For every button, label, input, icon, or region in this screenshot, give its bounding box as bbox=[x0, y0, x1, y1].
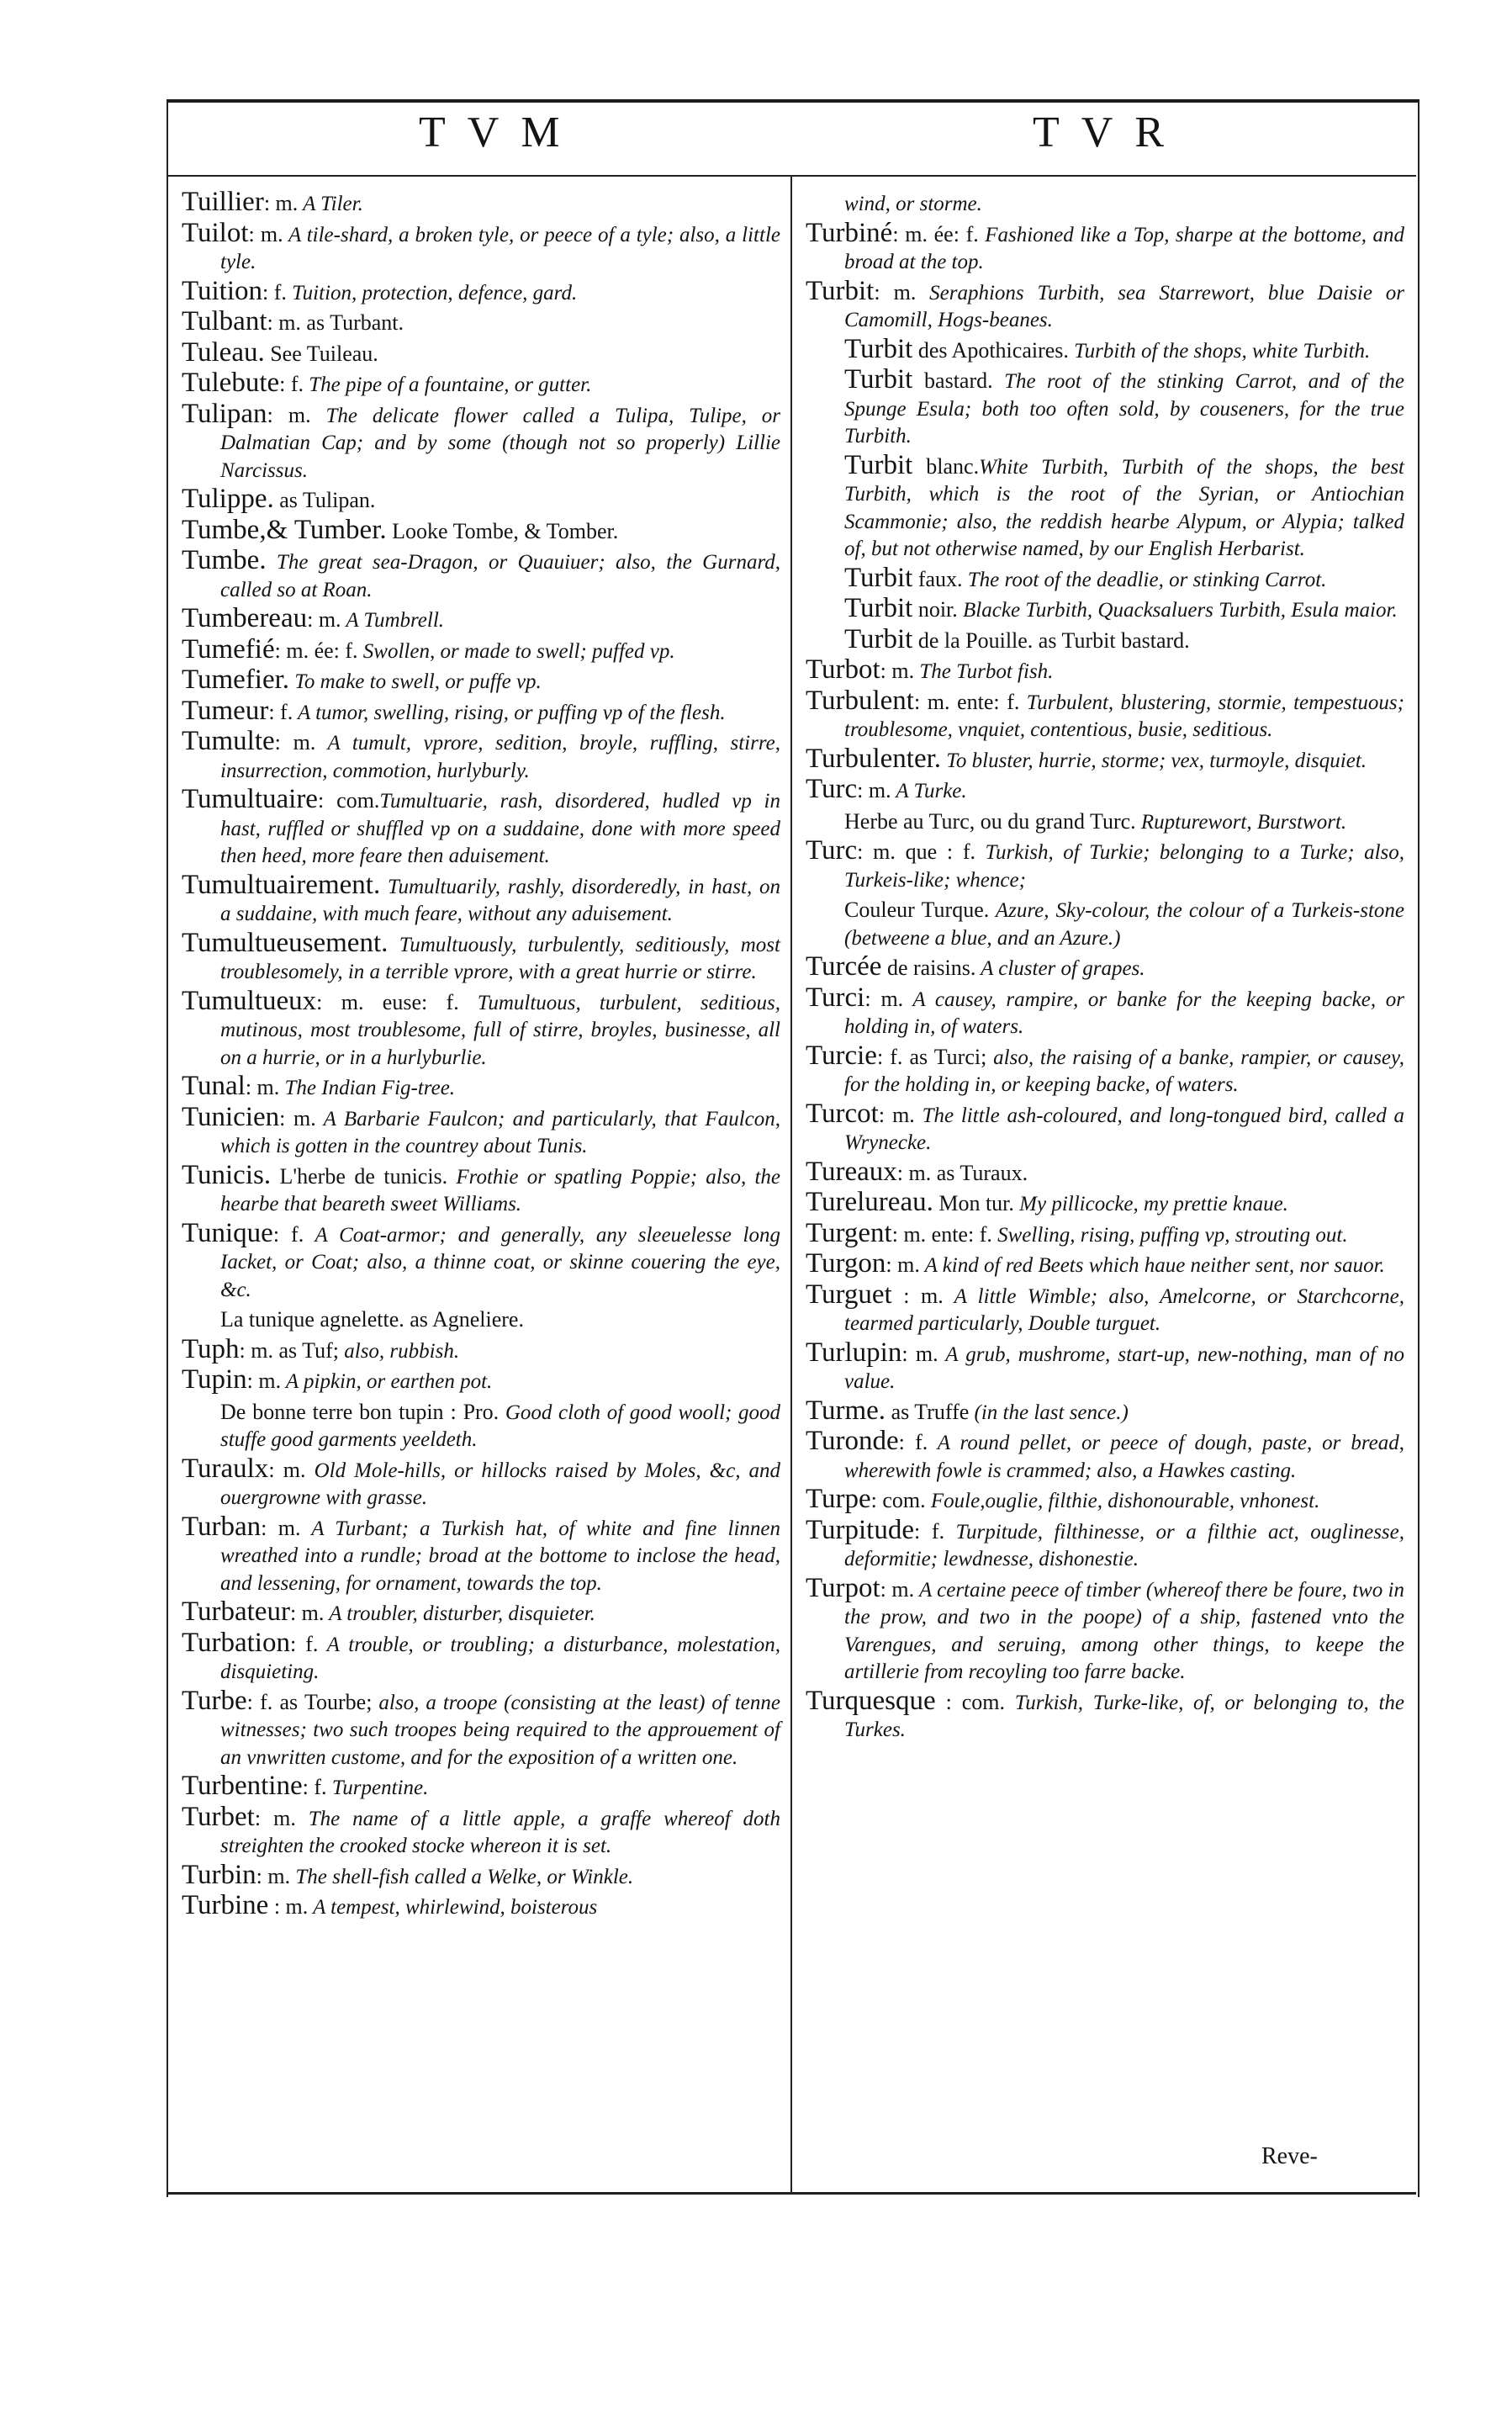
entry-grammar: : m. bbox=[307, 607, 341, 632]
entry-definition: Turpitude, filthinesse, or a filthie act, ouglinesse, deformitie; lewdnesse, dishonestie. bbox=[844, 1520, 1404, 1570]
dictionary-entry bbox=[806, 1189, 1404, 1219]
dictionary-entry bbox=[806, 984, 1404, 1041]
entry-headword: Tunicis. bbox=[182, 1159, 272, 1190]
entry-definition: A tumor, swelling, rising, or puffing vp of the flesh. bbox=[293, 701, 726, 724]
entry-headword: Turci bbox=[806, 982, 865, 1013]
entry-definition: A Barbarie Faulcon; and particularly, that Faulcon, which is gotten in the countrey about Tunis. bbox=[220, 1107, 780, 1157]
entry-definition: The delicate flower called a Tulipa, Tulipe, or Dalmatian Cap; and by some (though not so properly) Lillie Narcissus. bbox=[220, 404, 780, 482]
entry-grammar: : f. as Turci; bbox=[876, 1044, 987, 1069]
entry-definition: The great sea-Dragon, or Quauiuer; also, the Gurnard, called so at Roan. bbox=[220, 551, 780, 601]
entry-headword: Turcot bbox=[806, 1098, 879, 1129]
entry-grammar: : m. bbox=[901, 1341, 938, 1366]
entry-headword: Turbet bbox=[182, 1801, 255, 1832]
entry-grammar: : com. bbox=[870, 1488, 926, 1512]
entry-headword: Turquesque bbox=[806, 1685, 936, 1716]
entry-headword: Turbit bbox=[844, 623, 913, 654]
entry-headword: Turbulenter. bbox=[806, 743, 942, 774]
entry-headword: Turban bbox=[182, 1511, 262, 1542]
entry-headword: Turelureau. bbox=[806, 1187, 933, 1217]
dictionary-entry bbox=[182, 1217, 780, 1305]
dictionary-entry bbox=[806, 1158, 1404, 1189]
entry-definition: To bluster, hurrie, storme; vex, turmoyle, disquiet. bbox=[941, 749, 1367, 772]
entry-definition: A round pellet, or peece of dough, paste, or bread, wherewith fowle is crammed; also, a Hawkes casting. bbox=[844, 1432, 1404, 1482]
dictionary-entry bbox=[806, 1572, 1404, 1687]
dictionary-entry bbox=[182, 1072, 780, 1103]
entry-headword: Tupin bbox=[182, 1364, 247, 1395]
dictionary-entry bbox=[182, 1305, 780, 1335]
footer-rule bbox=[167, 2192, 1416, 2195]
dictionary-entry bbox=[182, 728, 780, 785]
entry-grammar: blanc. bbox=[912, 453, 980, 479]
entry-definition: A Tiler. bbox=[298, 193, 363, 215]
entry-headword: Tuition bbox=[182, 275, 263, 306]
entry-headword: Tumbe. bbox=[182, 545, 267, 575]
entry-grammar: : f. as Tourbe; bbox=[246, 1689, 373, 1714]
entry-definition: A Tumbrell. bbox=[341, 609, 445, 632]
entry-definition: Turpentine. bbox=[326, 1777, 429, 1799]
dictionary-entry bbox=[182, 697, 780, 728]
entry-headword: Turbiné bbox=[806, 217, 893, 248]
entry-grammar: : m. bbox=[256, 1863, 291, 1888]
dictionary-entry bbox=[182, 336, 780, 369]
dictionary-entry bbox=[182, 1892, 780, 1922]
entry-grammar: as Tulipan. bbox=[273, 488, 376, 512]
dictionary-entry bbox=[806, 564, 1404, 595]
entry-headword: Tumeur bbox=[182, 695, 269, 726]
entry-definition: also, rubbish. bbox=[339, 1339, 460, 1363]
entry-headword: Tuleau. bbox=[182, 336, 265, 368]
entry-grammar: : m. bbox=[864, 986, 904, 1011]
entry-grammar: : f. bbox=[898, 1430, 928, 1454]
entry-grammar: : m. bbox=[289, 1601, 325, 1625]
entry-grammar: : m. ée: f. bbox=[274, 638, 358, 663]
entry-definition: Tuition, protection, defence, gard. bbox=[286, 281, 578, 304]
entry-headword: Turlupin bbox=[806, 1337, 902, 1368]
dictionary-entry bbox=[806, 1250, 1404, 1280]
entry-headword: Tulbant bbox=[182, 306, 267, 336]
entry-definition: Rupturewort, Burstwort. bbox=[1135, 810, 1347, 834]
entry-definition: To make to swell, or puffe vp. bbox=[289, 670, 542, 693]
entry-definition: also, the raising of a banke, rampier, or causey, for the holding in, or keeping backe, of waters. bbox=[844, 1046, 1404, 1096]
entry-headword: Tumultuaire bbox=[182, 784, 318, 814]
entry-headword: Turbit bbox=[844, 562, 913, 593]
entry-definition: Seraphions Turbith, sea Starrewort, blue Daisie or Camomill, Hogs-beanes. bbox=[844, 281, 1404, 331]
entry-definition: A Coat-armor; and generally, any sleeuelesse long Iacket, or Coat; also, a thinne coat, or skinne couering the eye, &c. bbox=[220, 1223, 780, 1301]
running-head-left: TVM bbox=[419, 109, 582, 156]
entry-headword: Tumbe,& Tumber. bbox=[182, 514, 387, 545]
dictionary-entry bbox=[806, 1485, 1404, 1516]
dictionary-entry bbox=[182, 666, 780, 696]
entry-headword: Turaulx bbox=[182, 1453, 269, 1484]
entry-definition: Turbulent, blustering, stormie, tempestuous; troublesome, vnquiet, contentious, busie, seditious. bbox=[844, 691, 1404, 741]
entry-definition: A pipkin, or earthen pot. bbox=[281, 1370, 493, 1393]
entry-grammar: : m. bbox=[886, 1252, 920, 1277]
entry-definition: A troubler, disturber, disquieter. bbox=[324, 1602, 595, 1625]
entry-grammar: Herbe au Turc, ou du grand Turc. bbox=[844, 808, 1136, 834]
dictionary-entry bbox=[806, 623, 1404, 656]
dictionary-entry bbox=[182, 1333, 780, 1366]
entry-definition: The pipe of a fountaine, or gutter. bbox=[304, 373, 592, 396]
entry-grammar: : m. bbox=[279, 1105, 316, 1131]
entry-definition: Good cloth of good wooll; good stuffe good garments yeeldeth. bbox=[220, 1401, 780, 1451]
entry-grammar: Mon tur. bbox=[933, 1191, 1014, 1215]
left-column bbox=[182, 188, 780, 1923]
entry-grammar: : m. bbox=[880, 659, 915, 683]
entry-grammar: De bonne terre bon tupin : Pro. bbox=[220, 1399, 500, 1424]
entry-definition: Foule,ouglie, filthie, dishonourable, vnhonest. bbox=[925, 1490, 1320, 1512]
entry-headword: Turcie bbox=[806, 1040, 877, 1071]
entry-grammar: : com. bbox=[935, 1689, 1006, 1714]
entry-headword: Tumbereau bbox=[182, 603, 308, 633]
dictionary-entry bbox=[806, 776, 1404, 806]
dictionary-entry bbox=[806, 895, 1404, 952]
dictionary-entry bbox=[806, 595, 1404, 625]
entry-grammar: See Tuileau. bbox=[264, 341, 378, 366]
entry-grammar: : f. bbox=[272, 1221, 304, 1247]
entry-headword: Turbulent bbox=[806, 685, 914, 716]
entry-definition: A little Wimble; also, Amelcorne, or Starchcorne, tearmed particularly, Double turguet. bbox=[844, 1284, 1405, 1335]
entry-headword: Tulipan bbox=[182, 398, 267, 429]
entry-headword: Tumefié bbox=[182, 633, 275, 665]
entry-headword: Turbit bbox=[844, 333, 913, 364]
dictionary-entry bbox=[182, 1629, 780, 1687]
entry-grammar: : m. bbox=[246, 1369, 282, 1393]
entry-grammar: : m. as Tuf; bbox=[239, 1337, 339, 1363]
dictionary-entry bbox=[806, 1281, 1404, 1338]
entry-grammar: : m. bbox=[245, 1075, 280, 1099]
entry-definition: A tempest, whirlewind, boisterous bbox=[308, 1896, 598, 1919]
entry-definition: Fashioned like a Top, sharpe at the bottome, and broad at the top. bbox=[844, 223, 1404, 273]
dictionary-entry bbox=[806, 837, 1404, 894]
entry-grammar: : f. bbox=[913, 1518, 945, 1544]
dictionary-entry bbox=[806, 1687, 1404, 1745]
dictionary-entry bbox=[182, 217, 780, 277]
dictionary-entry bbox=[182, 1598, 780, 1628]
entry-grammar: : f. bbox=[262, 279, 287, 304]
running-head-right: TVR bbox=[1033, 109, 1186, 156]
entry-headword: Turpot bbox=[806, 1572, 880, 1603]
entry-grammar: : m. bbox=[263, 191, 299, 215]
entry-headword: Turbit bbox=[844, 364, 913, 395]
entry-grammar: : m. euse: f. bbox=[316, 989, 459, 1014]
entry-headword: Tunal bbox=[182, 1071, 246, 1101]
entry-definition: Turkish, Turke-like, of, or belonging to, the Turkes. bbox=[844, 1691, 1404, 1741]
entry-headword: Tumultuairement. bbox=[182, 869, 381, 900]
entry-grammar: : m. ente: f. bbox=[891, 1221, 992, 1247]
entry-definition: Turbith of the shops, white Turbith. bbox=[1068, 339, 1371, 363]
entry-definition: Turkish, of Turkie; belonging to a Turke; also, Turkeis-like; whence; bbox=[844, 841, 1404, 892]
entry-grammar: : m. bbox=[874, 279, 917, 304]
entry-definition: The root of the stinking Carrot, and of the Spunge Esula; both too often sold, by couseners, for the true Turbith. bbox=[844, 370, 1404, 447]
entry-definition: A cluster of grapes. bbox=[975, 957, 1145, 980]
dictionary-entry bbox=[182, 485, 780, 516]
entry-headword: Turcée bbox=[806, 951, 882, 982]
entry-grammar: : m. bbox=[267, 402, 311, 427]
dictionary-entry bbox=[182, 929, 780, 987]
entry-headword: Turpitude bbox=[806, 1514, 914, 1545]
entry-grammar: as Truffe bbox=[886, 1399, 970, 1424]
entry-grammar: L'herbe de tunicis. bbox=[271, 1163, 448, 1189]
entry-headword: Turguet bbox=[806, 1279, 892, 1310]
entry-headword: Tulippe. bbox=[182, 484, 274, 514]
entry-definition: A kind of red Beets which haue neither sent, nor sauor. bbox=[919, 1254, 1385, 1277]
entry-headword: Turbot bbox=[806, 654, 880, 685]
dictionary-entry bbox=[182, 985, 780, 1072]
dictionary-entry bbox=[182, 605, 780, 635]
dictionary-entry bbox=[182, 369, 780, 400]
catchword: Reve- bbox=[1261, 2143, 1318, 2169]
dictionary-entry bbox=[182, 308, 780, 338]
entry-grammar: : m. bbox=[268, 1894, 309, 1919]
entry-definition: Blacke Turbith, Quacksaluers Turbith, Esula maior. bbox=[957, 599, 1398, 622]
entry-headword: Tulebute bbox=[182, 368, 280, 398]
entry-definition: Swelling, rising, puffing vp, strouting out. bbox=[991, 1223, 1348, 1247]
dictionary-entry bbox=[182, 1455, 780, 1512]
entry-definition: A tumult, vprore, sedition, broyle, ruffling, stirre, insurrection, commotion, hurlyburly. bbox=[220, 732, 780, 782]
dictionary-entry bbox=[182, 1513, 780, 1598]
entry-grammar: : f. bbox=[289, 1631, 319, 1656]
entry-headword: Turpe bbox=[806, 1484, 871, 1514]
entry-headword: Tuillier bbox=[182, 187, 264, 217]
entry-grammar: : m. as Turbant. bbox=[267, 310, 404, 335]
dictionary-entry bbox=[806, 745, 1404, 776]
dictionary-entry bbox=[182, 1803, 780, 1861]
entry-headword: Turbateur bbox=[182, 1597, 290, 1627]
dictionary-entry bbox=[806, 807, 1404, 837]
dictionary-entry bbox=[182, 1687, 780, 1772]
entry-grammar: : m. ente: f. bbox=[913, 689, 1020, 714]
entry-headword: Turc bbox=[806, 835, 858, 866]
entry-definition: The name of a little apple, a graffe whereof doth streighten the crooked stocke whereon it is set. bbox=[220, 1807, 780, 1857]
entry-grammar: Looke Tombe, & Tomber. bbox=[386, 518, 619, 543]
dictionary-entry bbox=[806, 1217, 1404, 1250]
entry-headword: Tunique bbox=[182, 1217, 273, 1248]
entry-grammar: de raisins. bbox=[881, 956, 976, 980]
entry-grammar: : m. bbox=[274, 730, 316, 755]
entry-definition: Azure, Sky-colour, the colour of a Turkeis-stone (betweene a blue, and an Azure.) bbox=[844, 899, 1404, 950]
dictionary-entry bbox=[182, 871, 780, 929]
dictionary-entry bbox=[182, 1861, 780, 1892]
entry-grammar: : m. bbox=[857, 778, 891, 802]
entry-headword: Tumefier. bbox=[182, 665, 290, 695]
entry-definition: A Turbant; a Turkish hat, of white and fine linnen wreathed into a rundle; broad at the bottome to inclose the head, and lessening, for ornament, towards the top. bbox=[220, 1517, 780, 1595]
dictionary-entry bbox=[806, 275, 1404, 335]
entry-grammar: La tunique agnelette. as Agneliere. bbox=[220, 1307, 524, 1332]
entry-grammar: des Apothicaires. bbox=[912, 337, 1069, 363]
dictionary-entry bbox=[806, 656, 1404, 686]
entry-definition: A certaine peece of timber (whereof there be foure, two in the prow, and two in the poope) of a ship, fastened vnto the Varengues, and seruing, among other things, to keepe the artillerie from recoyling too farre backe. bbox=[844, 1578, 1404, 1683]
dictionary-entry bbox=[182, 400, 780, 485]
entry-grammar: : m. bbox=[878, 1102, 915, 1127]
entry-grammar: : m. bbox=[254, 1805, 296, 1830]
running-head-row bbox=[167, 108, 1416, 167]
entry-headword: Turonde bbox=[806, 1426, 899, 1456]
entry-grammar: : m. bbox=[261, 1515, 301, 1540]
entry-definition: A causey, rampire, or banke for the keeping backe, or holding in, of waters. bbox=[844, 988, 1404, 1038]
entry-definition: The little ash-coloured, and long-tongued bird, called a Wrynecke. bbox=[844, 1104, 1404, 1154]
entry-headword: Turbit bbox=[844, 449, 913, 480]
entry-grammar: : m. bbox=[891, 1283, 944, 1308]
entry-definition: Tumultuarily, rashly, disorderedly, in hast, on a suddaine, with much feare, without any aduisement. bbox=[220, 875, 780, 925]
entry-definition: Tumultuous, turbulent, seditious, mutinous, most troublesome, full of stirre, broyles, businesse, all on a hurrie, or in a hurlyburlie. bbox=[220, 991, 780, 1069]
entry-grammar: : f. bbox=[279, 372, 304, 396]
entry-definition: The Indian Fig-tree. bbox=[279, 1077, 456, 1099]
entry-grammar: de la Pouille. as Turbit bastard. bbox=[912, 628, 1190, 653]
entry-headword: Turbit bbox=[806, 275, 875, 306]
entry-definition: A tile-shard, a broken tyle, or peece of a tyle; also, a little tyle. bbox=[220, 223, 780, 273]
entry-headword: Tunicien bbox=[182, 1101, 280, 1132]
entry-headword: Turbine bbox=[182, 1890, 269, 1920]
dictionary-entry bbox=[806, 1514, 1404, 1574]
entry-definition: Swollen, or made to swell; puffed vp. bbox=[357, 639, 675, 663]
entry-headword: Tuilot bbox=[182, 217, 249, 248]
dictionary-entry bbox=[806, 1427, 1404, 1485]
entry-headword: Turme. bbox=[806, 1395, 886, 1426]
entry-definition: The root of the deadlie, or stinking Carrot. bbox=[962, 568, 1327, 591]
entry-definition: Tumultuarie, rash, disordered, hudled vp in hast, ruffled or shuffled vp on a suddaine, done with more speed then heed, more feare then aduisement. bbox=[220, 790, 780, 867]
entry-grammar: Couleur Turque. bbox=[844, 898, 990, 922]
entry-grammar: : m. que : f. bbox=[857, 839, 975, 864]
dictionary-entry bbox=[806, 1339, 1404, 1396]
dictionary-entry bbox=[182, 547, 780, 604]
entry-headword: Turgent bbox=[806, 1217, 892, 1248]
entry-grammar: : f. bbox=[302, 1775, 327, 1799]
entry-headword: Turbation bbox=[182, 1627, 290, 1658]
dictionary-entry bbox=[806, 1397, 1404, 1427]
entry-headword: Turbe bbox=[182, 1685, 247, 1716]
entry-headword: Tumultueusement. bbox=[182, 927, 389, 958]
entry-definition: wind, or storme. bbox=[844, 193, 982, 215]
dictionary-entry bbox=[806, 687, 1404, 744]
entry-headword: Turgon bbox=[806, 1248, 886, 1279]
dictionary-entry bbox=[182, 1772, 780, 1803]
entry-grammar: faux. bbox=[912, 566, 963, 591]
right-column bbox=[806, 188, 1404, 1745]
entry-definition: A grub, mushrome, start-up, new-nothing, man of no value. bbox=[844, 1342, 1404, 1393]
dictionary-entry bbox=[182, 1101, 780, 1161]
entry-grammar: bastard. bbox=[912, 368, 993, 393]
entry-definition: My pillicocke, my prettie knaue. bbox=[1013, 1193, 1288, 1215]
dictionary-entry bbox=[182, 1159, 780, 1219]
entry-grammar: : com. bbox=[317, 788, 380, 813]
entry-headword: Turbit bbox=[844, 593, 913, 623]
entry-grammar: : m. ée: f. bbox=[892, 221, 979, 246]
entry-grammar: : f. bbox=[268, 699, 293, 724]
dictionary-entry bbox=[806, 1100, 1404, 1157]
dictionary-entry bbox=[806, 188, 1404, 219]
entry-grammar: noir. bbox=[912, 597, 958, 622]
entry-headword: Tureaux bbox=[806, 1156, 897, 1187]
entry-definition: The Turbot fish. bbox=[914, 660, 1054, 683]
entry-headword: Tuph bbox=[182, 1333, 240, 1364]
dictionary-entry bbox=[182, 516, 780, 547]
entry-headword: Turbin bbox=[182, 1859, 256, 1890]
dictionary-entry bbox=[182, 188, 780, 219]
dictionary-entry bbox=[806, 449, 1404, 564]
entry-headword: Tumultueux bbox=[182, 985, 317, 1016]
dictionary-entry bbox=[182, 633, 780, 666]
dictionary-entry bbox=[806, 953, 1404, 983]
dictionary-entry bbox=[806, 217, 1404, 277]
entry-headword: Turbentine bbox=[182, 1771, 303, 1801]
entry-definition: (in the last sence.) bbox=[969, 1401, 1129, 1424]
entry-definition: White Turbith, Turbith of the shops, the best Turbith, which is the root of the Syrian, or Antiochian Scammonie; also, the reddish hearbe Alypum, or Alypia; talked of, but not otherwise named, by our English Herbarist. bbox=[844, 455, 1404, 560]
dictionary-entry bbox=[182, 1366, 780, 1396]
dictionary-entry bbox=[182, 786, 780, 871]
entry-definition: A Turke. bbox=[891, 780, 967, 802]
dictionary-entry bbox=[182, 275, 780, 308]
dictionary-entry bbox=[182, 1397, 780, 1454]
entry-definition: also, a troope (consisting at the least) of tenne witnesses; two such troopes being required to the approuement of an vnwritten custome, and for the exposition of a written one. bbox=[220, 1691, 780, 1769]
entry-headword: Tumulte bbox=[182, 726, 275, 756]
entry-definition: Tumultuously, turbulently, seditiously, most troublesomely, in a terrible vprore, with a great hurrie or stirre. bbox=[220, 933, 780, 983]
column-divider bbox=[790, 177, 792, 2194]
entry-definition: A trouble, or troubling; a disturbance, molestation, disquieting. bbox=[220, 1633, 780, 1683]
entry-grammar: : m. as Turaux. bbox=[896, 1160, 1028, 1185]
dictionary-entry bbox=[806, 366, 1404, 451]
entry-definition: Frothie or spatling Poppie; also, the hearbe that beareth sweet Williams. bbox=[220, 1165, 780, 1215]
entry-headword: Turc bbox=[806, 774, 858, 804]
dictionary-entry bbox=[806, 1042, 1404, 1099]
entry-grammar: : m. bbox=[248, 221, 283, 246]
entry-grammar: : m. bbox=[880, 1576, 915, 1602]
entry-grammar: : m. bbox=[268, 1457, 306, 1482]
entry-definition: The shell-fish called a Welke, or Winkle. bbox=[290, 1865, 634, 1888]
dictionary-entry bbox=[806, 333, 1404, 366]
entry-definition: Old Mole-hills, or hillocks raised by Moles, &c, and ouergrowne with grasse. bbox=[220, 1459, 781, 1509]
